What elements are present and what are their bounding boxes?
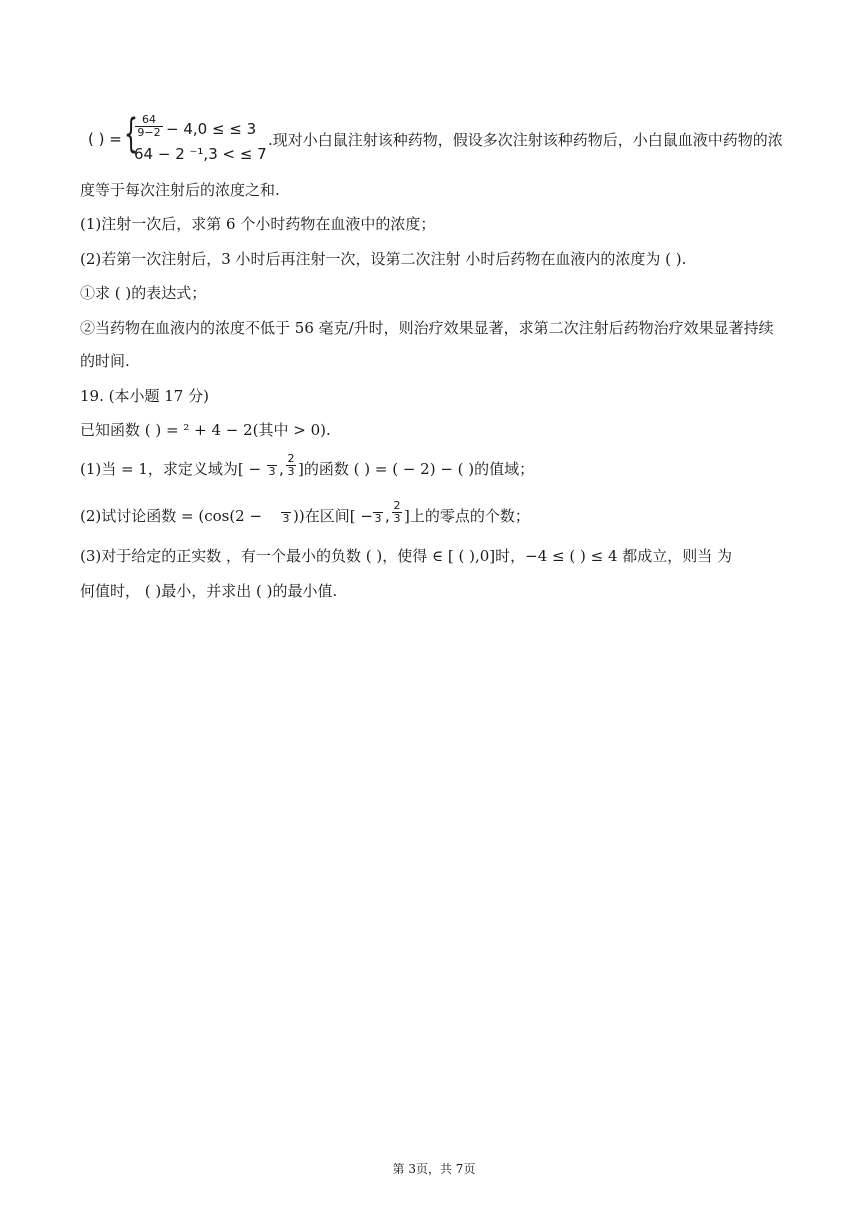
- q1-fraction-a: [266, 453, 278, 478]
- q1-separator: ,: [279, 460, 284, 478]
- problem-19-heading: 19. (本小题 17 分): [80, 387, 209, 405]
- problem-18-line-1: .现对小白鼠注射该种药物，假设多次注射该种药物后，小白鼠血液中药物的浓: [268, 131, 783, 149]
- piece2-expression: 64 − 2 ⁻¹,3 < ≤ 7: [134, 145, 267, 163]
- fraction-numerator: 2: [393, 499, 401, 512]
- q2-fraction-3: [391, 500, 403, 525]
- problem-19-q1-suffix: ]的函数 ( ) = ( − 2) − ( )的值域；: [298, 460, 535, 478]
- page-number-footer: 第 3页，共 7页: [392, 1162, 476, 1176]
- problem-19-q3-line-2: 何值时， ( )最小，并求出 ( )的最小值.: [80, 582, 338, 600]
- problem-19-q3-line-1: (3)对于给定的正实数 ，有一个最小的负数 ( )，使得 ∈ [ ( ),0]时，−4 ≤ ( ) ≤ 4 都成立，则当 为: [80, 547, 733, 565]
- problem-19-q2-middle: ))在区间[ −: [293, 507, 373, 525]
- problem-18-question-2: (2)若第一次注射后，3 小时后再注射一次，设第二次注射 小时后药物在血液内的浓度为 ( ).: [80, 250, 687, 268]
- problem-19-q2-prefix: (2)试讨论函数 = (cos(2 −: [80, 507, 263, 525]
- piece1-condition: − 4,0 ≤ ≤ 3: [166, 120, 257, 138]
- problem-18-line-2: 度等于每次注射后的浓度之和.: [80, 181, 280, 199]
- q2-fraction-2: [372, 500, 384, 525]
- fraction-denominator: 3: [287, 465, 295, 478]
- piece1-fraction: [134, 114, 164, 139]
- fraction-denominator: 9−2: [137, 126, 161, 139]
- problem-19-q2-suffix: ]上的零点的个数；: [404, 507, 530, 525]
- fraction-denominator: 3: [393, 512, 401, 525]
- function-lhs: ( ) =: [88, 130, 122, 148]
- problem-19-q1-prefix: (1)当 = 1，求定义域为[ −: [80, 460, 262, 478]
- fraction-numerator: [372, 500, 384, 512]
- fraction-denominator: 3: [268, 465, 276, 478]
- piecewise-brace: {: [124, 111, 138, 157]
- q2-fraction-1: [280, 500, 292, 525]
- fraction-numerator: 2: [287, 452, 295, 465]
- q2-separator: ,: [385, 507, 390, 525]
- fraction-numerator: [280, 500, 292, 512]
- problem-19-given: 已知函数 ( ) = ² + 4 − 2(其中 > 0).: [80, 421, 331, 439]
- fraction-denominator: 3: [282, 512, 290, 525]
- problem-18-question-2b-line-2: 的时间.: [80, 352, 130, 370]
- fraction-denominator: 3: [374, 512, 382, 525]
- fraction-numerator: 64: [142, 113, 156, 126]
- fraction-numerator: [266, 453, 278, 465]
- problem-18-question-2b-line-1: ②当药物在血液内的浓度不低于 56 毫克/升时，则治疗效果显著，求第二次注射后药物治疗效果显著持续: [80, 319, 774, 337]
- problem-18-question-1: (1)注射一次后，求第 6 个小时药物在血液中的浓度；: [80, 215, 436, 233]
- problem-18-question-2a: ①求 ( )的表达式；: [80, 284, 207, 302]
- q1-fraction-b: [285, 453, 297, 478]
